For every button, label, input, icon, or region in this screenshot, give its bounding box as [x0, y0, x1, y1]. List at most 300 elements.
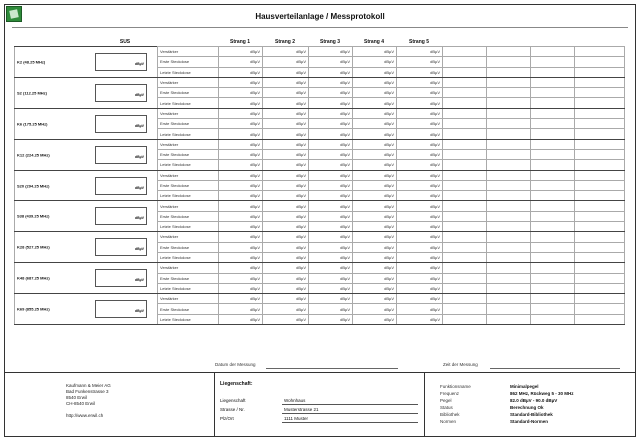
strang-2-value-cell[interactable]: dBµV: [263, 304, 309, 314]
empty-cell[interactable]: [487, 170, 531, 180]
empty-cell[interactable]: [531, 191, 575, 201]
strang-2-value-cell[interactable]: dBµV: [263, 242, 309, 252]
strang-3-value-cell[interactable]: dBµV: [309, 139, 353, 149]
empty-cell[interactable]: [575, 67, 625, 77]
strang-3-value-cell[interactable]: dBµV: [309, 294, 353, 304]
empty-cell[interactable]: [443, 149, 487, 159]
empty-cell[interactable]: [575, 232, 625, 242]
strang-2-value-cell[interactable]: dBµV: [263, 119, 309, 129]
strang-5-value-cell[interactable]: dBµV: [397, 88, 443, 98]
liegenschaft-underline: [282, 404, 418, 405]
strang-3-value-cell[interactable]: dBµV: [309, 314, 353, 324]
strang-2-value-cell[interactable]: dBµV: [263, 88, 309, 98]
strang-3-value-cell[interactable]: dBµV: [309, 242, 353, 252]
empty-cell[interactable]: [443, 273, 487, 283]
channel-cell: [15, 232, 158, 263]
strang-4-value-cell[interactable]: dBµV: [353, 273, 397, 283]
strang-4-value-cell[interactable]: dBµV: [353, 139, 397, 149]
strang-2-value-cell[interactable]: dBµV: [263, 314, 309, 324]
strang-2-value-cell[interactable]: dBµV: [263, 139, 309, 149]
strang-1-value-cell[interactable]: dBµV: [219, 222, 263, 232]
strang-1-value-cell[interactable]: dBµV: [219, 88, 263, 98]
column-header-strang-5: Strang 5: [408, 39, 429, 45]
strang-4-value-cell[interactable]: dBµV: [353, 77, 397, 87]
empty-cell[interactable]: [443, 294, 487, 304]
empty-cell[interactable]: [487, 57, 531, 67]
empty-cell[interactable]: [575, 57, 625, 67]
row-label: Erste Steckdose: [158, 242, 219, 252]
strang-2-value-cell[interactable]: dBµV: [263, 273, 309, 283]
strang-5-value-cell[interactable]: dBµV: [397, 263, 443, 273]
strang-5-value-cell[interactable]: dBµV: [397, 149, 443, 159]
empty-cell[interactable]: [443, 211, 487, 221]
strang-2-value-cell[interactable]: dBµV: [263, 252, 309, 262]
strang-4-value-cell[interactable]: dBµV: [353, 149, 397, 159]
strang-3-value-cell[interactable]: dBµV: [309, 88, 353, 98]
strang-3-value-cell[interactable]: dBµV: [309, 283, 353, 293]
empty-cell[interactable]: [487, 180, 531, 190]
strang-1-value-cell[interactable]: dBµV: [219, 108, 263, 118]
strang-1-value-cell[interactable]: dBµV: [219, 98, 263, 108]
unit-label: dBµV: [134, 123, 144, 128]
strang-5-value-cell[interactable]: dBµV: [397, 160, 443, 170]
empty-cell[interactable]: [575, 47, 625, 57]
table-row: [15, 294, 625, 304]
strang-5-value-cell[interactable]: dBµV: [397, 283, 443, 293]
strang-1-value-cell[interactable]: dBµV: [219, 47, 263, 57]
empty-cell[interactable]: [443, 67, 487, 77]
empty-cell[interactable]: [531, 242, 575, 252]
empty-cell[interactable]: [575, 263, 625, 273]
strang-1-value-cell[interactable]: dBµV: [219, 57, 263, 67]
empty-cell[interactable]: [575, 201, 625, 211]
empty-cell[interactable]: [443, 201, 487, 211]
empty-cell[interactable]: [487, 294, 531, 304]
empty-cell[interactable]: [575, 88, 625, 98]
strang-5-value-cell[interactable]: dBµV: [397, 211, 443, 221]
strang-1-value-cell[interactable]: dBµV: [219, 252, 263, 262]
empty-cell[interactable]: [443, 160, 487, 170]
channel-label: K2 (48.25 MHz): [17, 59, 46, 65]
empty-cell[interactable]: [531, 170, 575, 180]
empty-cell[interactable]: [443, 88, 487, 98]
sus-measurement-field[interactable]: [95, 300, 147, 318]
row-label: Verstärker: [158, 294, 219, 304]
empty-cell[interactable]: [487, 98, 531, 108]
empty-cell[interactable]: [575, 191, 625, 201]
empty-cell[interactable]: [531, 211, 575, 221]
empty-cell[interactable]: [443, 263, 487, 273]
strang-5-value-cell[interactable]: dBµV: [397, 232, 443, 242]
channel-cell: [15, 108, 158, 139]
empty-cell[interactable]: [487, 88, 531, 98]
table-row: [15, 108, 625, 118]
strang-3-value-cell[interactable]: dBµV: [309, 98, 353, 108]
empty-cell[interactable]: [531, 119, 575, 129]
empty-cell[interactable]: [487, 149, 531, 159]
strang-2-value-cell[interactable]: dBµV: [263, 149, 309, 159]
empty-cell[interactable]: [575, 242, 625, 252]
strang-4-value-cell[interactable]: dBµV: [353, 232, 397, 242]
empty-cell[interactable]: [531, 149, 575, 159]
row-label: Erste Steckdose: [158, 119, 219, 129]
strang-2-value-cell[interactable]: dBµV: [263, 160, 309, 170]
strang-1-value-cell[interactable]: dBµV: [219, 170, 263, 180]
strang-4-value-cell[interactable]: dBµV: [353, 242, 397, 252]
strang-5-value-cell[interactable]: dBµV: [397, 191, 443, 201]
pegel-value: Standard-Normen: [510, 419, 549, 424]
column-header-sus: SUS: [119, 39, 131, 45]
empty-cell[interactable]: [575, 129, 625, 139]
empty-cell[interactable]: [487, 160, 531, 170]
strang-1-value-cell[interactable]: dBµV: [219, 263, 263, 273]
empty-cell[interactable]: [575, 294, 625, 304]
empty-cell[interactable]: [575, 149, 625, 159]
empty-cell[interactable]: [487, 119, 531, 129]
empty-cell[interactable]: [443, 222, 487, 232]
empty-cell[interactable]: [531, 314, 575, 324]
strang-4-value-cell[interactable]: dBµV: [353, 222, 397, 232]
strang-4-value-cell[interactable]: dBµV: [353, 314, 397, 324]
pegel-value: Berechnung Ok: [510, 405, 544, 410]
strang-3-value-cell[interactable]: dBµV: [309, 67, 353, 77]
strang-1-value-cell[interactable]: dBµV: [219, 273, 263, 283]
measurement-table: [14, 46, 625, 325]
strang-2-value-cell[interactable]: dBµV: [263, 57, 309, 67]
sus-measurement-field[interactable]: [95, 84, 147, 102]
row-label: Verstärker: [158, 139, 219, 149]
sus-measurement-field[interactable]: [95, 53, 147, 71]
empty-cell[interactable]: [487, 211, 531, 221]
empty-cell[interactable]: [575, 273, 625, 283]
strang-4-value-cell[interactable]: dBµV: [353, 252, 397, 262]
empty-cell[interactable]: [531, 129, 575, 139]
strang-1-value-cell[interactable]: dBµV: [219, 232, 263, 242]
empty-cell[interactable]: [487, 304, 531, 314]
strang-5-value-cell[interactable]: dBµV: [397, 57, 443, 67]
empty-cell[interactable]: [487, 139, 531, 149]
strang-4-value-cell[interactable]: dBµV: [353, 88, 397, 98]
empty-cell[interactable]: [531, 263, 575, 273]
empty-cell[interactable]: [443, 314, 487, 324]
strang-2-value-cell[interactable]: dBµV: [263, 108, 309, 118]
strang-3-value-cell[interactable]: dBµV: [309, 263, 353, 273]
row-label: Verstärker: [158, 263, 219, 273]
channel-label: K69 (855.25 MHz): [17, 306, 50, 312]
strang-5-value-cell[interactable]: dBµV: [397, 314, 443, 324]
empty-cell[interactable]: [531, 77, 575, 87]
strang-2-value-cell[interactable]: dBµV: [263, 201, 309, 211]
strang-2-value-cell[interactable]: dBµV: [263, 232, 309, 242]
liegenschaft-label: Liegenschaft: [220, 398, 246, 403]
empty-cell[interactable]: [443, 129, 487, 139]
channel-cell: [15, 47, 158, 78]
row-label: Verstärker: [158, 47, 219, 57]
empty-cell[interactable]: [531, 273, 575, 283]
strang-5-value-cell[interactable]: dBµV: [397, 129, 443, 139]
empty-cell[interactable]: [443, 47, 487, 57]
strang-5-value-cell[interactable]: dBµV: [397, 47, 443, 57]
row-label: Erste Steckdose: [158, 304, 219, 314]
strang-5-value-cell[interactable]: dBµV: [397, 77, 443, 87]
strang-2-value-cell[interactable]: dBµV: [263, 180, 309, 190]
empty-cell[interactable]: [575, 222, 625, 232]
strang-1-value-cell[interactable]: dBµV: [219, 211, 263, 221]
empty-cell[interactable]: [487, 252, 531, 262]
empty-cell[interactable]: [487, 242, 531, 252]
empty-cell[interactable]: [487, 67, 531, 77]
empty-cell[interactable]: [531, 57, 575, 67]
empty-cell[interactable]: [531, 88, 575, 98]
empty-cell[interactable]: [487, 108, 531, 118]
strang-2-value-cell[interactable]: dBµV: [263, 294, 309, 304]
strang-3-value-cell[interactable]: dBµV: [309, 129, 353, 139]
empty-cell[interactable]: [531, 294, 575, 304]
strang-3-value-cell[interactable]: dBµV: [309, 108, 353, 118]
strang-4-value-cell[interactable]: dBµV: [353, 191, 397, 201]
empty-cell[interactable]: [575, 314, 625, 324]
footer-column-divider-1: [214, 372, 215, 437]
strang-1-value-cell[interactable]: dBµV: [219, 129, 263, 139]
strang-2-value-cell[interactable]: dBµV: [263, 211, 309, 221]
strang-4-value-cell[interactable]: dBµV: [353, 304, 397, 314]
sus-measurement-field[interactable]: [95, 177, 147, 195]
empty-cell[interactable]: [575, 180, 625, 190]
channel-label: S2 (112.25 MHz): [17, 90, 48, 96]
strang-5-value-cell[interactable]: dBµV: [397, 139, 443, 149]
unit-label: dBµV: [134, 154, 144, 159]
empty-cell[interactable]: [443, 119, 487, 129]
strang-3-value-cell[interactable]: dBµV: [309, 191, 353, 201]
strang-2-value-cell[interactable]: dBµV: [263, 263, 309, 273]
strang-5-value-cell[interactable]: dBµV: [397, 119, 443, 129]
strang-4-value-cell[interactable]: dBµV: [353, 108, 397, 118]
empty-cell[interactable]: [575, 170, 625, 180]
table-row: [15, 263, 625, 273]
strang-3-value-cell[interactable]: dBµV: [309, 222, 353, 232]
sus-measurement-field[interactable]: [95, 238, 147, 256]
strang-2-value-cell[interactable]: dBµV: [263, 170, 309, 180]
strang-1-value-cell[interactable]: dBµV: [219, 283, 263, 293]
channel-cell: [15, 201, 158, 232]
empty-cell[interactable]: [531, 201, 575, 211]
empty-cell[interactable]: [575, 211, 625, 221]
empty-cell[interactable]: [487, 191, 531, 201]
strang-1-value-cell[interactable]: dBµV: [219, 160, 263, 170]
strang-2-value-cell[interactable]: dBµV: [263, 191, 309, 201]
empty-cell[interactable]: [531, 160, 575, 170]
row-label: Erste Steckdose: [158, 211, 219, 221]
row-label: Letzte Steckdose: [158, 314, 219, 324]
strang-1-value-cell[interactable]: dBµV: [219, 201, 263, 211]
strang-2-value-cell[interactable]: dBµV: [263, 98, 309, 108]
strang-4-value-cell[interactable]: dBµV: [353, 180, 397, 190]
empty-cell[interactable]: [575, 98, 625, 108]
strang-1-value-cell[interactable]: dBµV: [219, 180, 263, 190]
strang-2-value-cell[interactable]: dBµV: [263, 47, 309, 57]
strang-5-value-cell[interactable]: dBµV: [397, 67, 443, 77]
empty-cell[interactable]: [531, 180, 575, 190]
liegenschaft-value: Musterstrasse 21: [284, 407, 319, 412]
strang-4-value-cell[interactable]: dBµV: [353, 170, 397, 180]
empty-cell[interactable]: [575, 283, 625, 293]
strang-4-value-cell[interactable]: dBµV: [353, 47, 397, 57]
pegel-label: Frequenz: [440, 391, 460, 396]
channel-label: K28 (527.25 MHz): [17, 244, 50, 250]
row-label: Erste Steckdose: [158, 57, 219, 67]
strang-4-value-cell[interactable]: dBµV: [353, 67, 397, 77]
empty-cell[interactable]: [443, 252, 487, 262]
strang-3-value-cell[interactable]: dBµV: [309, 160, 353, 170]
strang-5-value-cell[interactable]: dBµV: [397, 170, 443, 180]
empty-cell[interactable]: [531, 108, 575, 118]
column-header-strang-4: Strang 4: [363, 39, 384, 45]
empty-cell[interactable]: [575, 108, 625, 118]
empty-cell[interactable]: [575, 77, 625, 87]
strang-5-value-cell[interactable]: dBµV: [397, 242, 443, 252]
strang-5-value-cell[interactable]: dBµV: [397, 180, 443, 190]
strang-1-value-cell[interactable]: dBµV: [219, 242, 263, 252]
strang-4-value-cell[interactable]: dBµV: [353, 283, 397, 293]
strang-3-value-cell[interactable]: dBµV: [309, 252, 353, 262]
empty-cell[interactable]: [531, 222, 575, 232]
empty-cell[interactable]: [487, 47, 531, 57]
empty-cell[interactable]: [531, 232, 575, 242]
row-label: Letzte Steckdose: [158, 252, 219, 262]
company-address-line: CH-8540 Erwil: [66, 401, 96, 406]
channel-label: S20 (294.25 MHz): [17, 183, 50, 188]
strang-4-value-cell[interactable]: dBµV: [353, 160, 397, 170]
empty-cell[interactable]: [443, 98, 487, 108]
unit-label: dBµV: [134, 61, 144, 66]
sus-measurement-field[interactable]: [95, 207, 147, 225]
empty-cell[interactable]: [487, 129, 531, 139]
strang-3-value-cell[interactable]: dBµV: [309, 170, 353, 180]
unit-label: dBµV: [134, 216, 144, 221]
strang-1-value-cell[interactable]: dBµV: [219, 139, 263, 149]
strang-5-value-cell[interactable]: dBµV: [397, 108, 443, 118]
empty-cell[interactable]: [487, 263, 531, 273]
strang-2-value-cell[interactable]: dBµV: [263, 129, 309, 139]
empty-cell[interactable]: [443, 191, 487, 201]
empty-cell[interactable]: [443, 77, 487, 87]
strang-1-value-cell[interactable]: dBµV: [219, 77, 263, 87]
company-address-line: Bad Funkenstrasse 3: [66, 389, 109, 394]
empty-cell[interactable]: [487, 201, 531, 211]
empty-cell[interactable]: [443, 57, 487, 67]
strang-1-value-cell[interactable]: dBµV: [219, 67, 263, 77]
unit-label: dBµV: [134, 278, 144, 283]
row-label: Verstärker: [158, 77, 219, 87]
strang-1-value-cell[interactable]: dBµV: [219, 191, 263, 201]
empty-cell[interactable]: [487, 283, 531, 293]
empty-cell[interactable]: [531, 252, 575, 262]
strang-1-value-cell[interactable]: dBµV: [219, 314, 263, 324]
empty-cell[interactable]: [443, 283, 487, 293]
sus-measurement-field[interactable]: [95, 115, 147, 133]
empty-cell[interactable]: [575, 304, 625, 314]
sus-measurement-field[interactable]: [95, 146, 147, 164]
strang-4-value-cell[interactable]: dBµV: [353, 211, 397, 221]
empty-cell[interactable]: [531, 98, 575, 108]
strang-5-value-cell[interactable]: dBµV: [397, 294, 443, 304]
sus-measurement-field[interactable]: [95, 269, 147, 287]
strang-4-value-cell[interactable]: dBµV: [353, 129, 397, 139]
strang-1-value-cell[interactable]: dBµV: [219, 119, 263, 129]
empty-cell[interactable]: [443, 304, 487, 314]
empty-cell[interactable]: [443, 180, 487, 190]
strang-1-value-cell[interactable]: dBµV: [219, 149, 263, 159]
strang-4-value-cell[interactable]: dBµV: [353, 201, 397, 211]
strang-3-value-cell[interactable]: dBµV: [309, 304, 353, 314]
channel-cell: [15, 139, 158, 170]
strang-1-value-cell[interactable]: dBµV: [219, 294, 263, 304]
empty-cell[interactable]: [487, 314, 531, 324]
row-label: Letzte Steckdose: [158, 283, 219, 293]
company-address-line: 8540 Erwil: [66, 395, 88, 400]
strang-2-value-cell[interactable]: dBµV: [263, 67, 309, 77]
empty-cell[interactable]: [487, 77, 531, 87]
empty-cell[interactable]: [575, 119, 625, 129]
strang-5-value-cell[interactable]: dBµV: [397, 252, 443, 262]
strang-4-value-cell[interactable]: dBµV: [353, 263, 397, 273]
empty-cell[interactable]: [531, 47, 575, 57]
empty-cell[interactable]: [575, 252, 625, 262]
strang-5-value-cell[interactable]: dBµV: [397, 222, 443, 232]
strang-3-value-cell[interactable]: dBµV: [309, 201, 353, 211]
strang-5-value-cell[interactable]: dBµV: [397, 201, 443, 211]
strang-5-value-cell[interactable]: dBµV: [397, 304, 443, 314]
strang-3-value-cell[interactable]: dBµV: [309, 211, 353, 221]
strang-3-value-cell[interactable]: dBµV: [309, 232, 353, 242]
strang-4-value-cell[interactable]: dBµV: [353, 119, 397, 129]
strang-3-value-cell[interactable]: dBµV: [309, 57, 353, 67]
row-label: Verstärker: [158, 201, 219, 211]
empty-cell[interactable]: [443, 232, 487, 242]
strang-4-value-cell[interactable]: dBµV: [353, 98, 397, 108]
empty-cell[interactable]: [531, 139, 575, 149]
strang-3-value-cell[interactable]: dBµV: [309, 180, 353, 190]
strang-1-value-cell[interactable]: dBµV: [219, 304, 263, 314]
empty-cell[interactable]: [531, 283, 575, 293]
empty-cell[interactable]: [487, 232, 531, 242]
strang-3-value-cell[interactable]: dBµV: [309, 149, 353, 159]
empty-cell[interactable]: [575, 160, 625, 170]
empty-cell[interactable]: [443, 108, 487, 118]
strang-2-value-cell[interactable]: dBµV: [263, 77, 309, 87]
strang-4-value-cell[interactable]: dBµV: [353, 294, 397, 304]
empty-cell[interactable]: [531, 67, 575, 77]
empty-cell[interactable]: [443, 139, 487, 149]
empty-cell[interactable]: [443, 170, 487, 180]
strang-3-value-cell[interactable]: dBµV: [309, 47, 353, 57]
strang-3-value-cell[interactable]: dBµV: [309, 119, 353, 129]
pegel-value: 862 MHz, Rückweg 5 - 30 MHz: [510, 391, 574, 396]
empty-cell[interactable]: [487, 222, 531, 232]
column-header-strang-2: Strang 2: [274, 39, 295, 45]
strang-4-value-cell[interactable]: dBµV: [353, 57, 397, 67]
empty-cell[interactable]: [487, 273, 531, 283]
strang-3-value-cell[interactable]: dBµV: [309, 273, 353, 283]
strang-5-value-cell[interactable]: dBµV: [397, 273, 443, 283]
empty-cell[interactable]: [443, 242, 487, 252]
strang-2-value-cell[interactable]: dBµV: [263, 283, 309, 293]
empty-cell[interactable]: [575, 139, 625, 149]
strang-2-value-cell[interactable]: dBµV: [263, 222, 309, 232]
strang-5-value-cell[interactable]: dBµV: [397, 98, 443, 108]
strang-3-value-cell[interactable]: dBµV: [309, 77, 353, 87]
empty-cell[interactable]: [531, 304, 575, 314]
